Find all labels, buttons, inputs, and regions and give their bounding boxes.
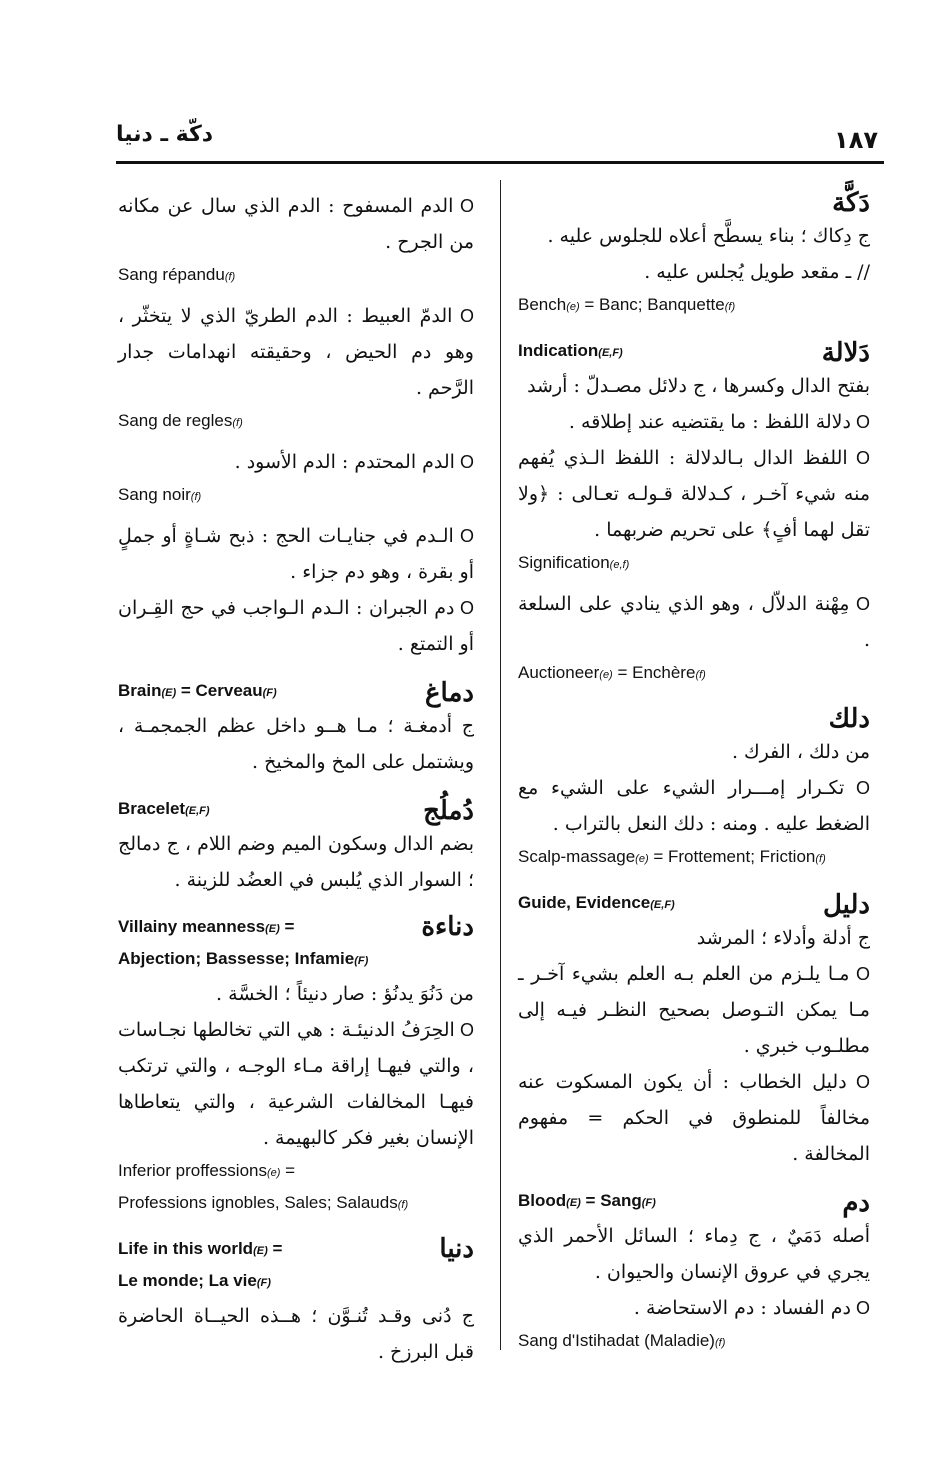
page-header: [116, 118, 884, 164]
entry-dalil: [518, 888, 870, 1172]
dam-cont-translation-1: Sang répandu(f): [118, 265, 236, 284]
headword-dunya: دنيا: [439, 1234, 474, 1264]
headword-danaa: دناءة: [421, 912, 474, 942]
dalil-def-2: O مـا يلـزم من العلم بـه العلم بشيء آخـر ـ مـا يمكن التـوصل بصحيح النظـر فيـه إلى مطلـوب خبري .: [518, 956, 870, 1064]
entry-dam-continued: [118, 188, 474, 662]
dunya-def-1: ج دُنى وقـد تُنـوَّن ؛ هــذه الحيــاة الحاضرة قبل البرزخ .: [118, 1305, 474, 1363]
page-number: ١٨٧: [834, 126, 878, 154]
dakka-def-2: // ـ مقعد طويل يُجلس عليه .: [644, 261, 870, 283]
dunya-english: Life in this world(E) = Le monde; La vie(F): [118, 1239, 283, 1290]
dam-cont-def-3: O الدم المحتدم : الدم الأسود .: [118, 444, 474, 480]
dumluj-english: Bracelet(E,F): [118, 799, 210, 818]
headword-dam: دم: [842, 1188, 870, 1218]
dalil-english: Guide, Evidence(E,F): [518, 893, 675, 912]
dam-translation: Sang d'Istihadat (Maladie)(f): [518, 1331, 726, 1350]
header-rule: [116, 161, 884, 164]
dalala-def-3: O اللفظ الدال بـالدلالة : اللفظ الـذي يُفهم منه شيء آخـر ، كـدلالة قـولـه تعـالى : ﴿ولا تقل لهما أفٍ﴾ على تحريم ضربهما .: [518, 440, 870, 548]
headword-dumluj: دُملُج: [423, 796, 474, 826]
dalala-translation-2: Auctioneer(e) = Enchère(f): [518, 663, 706, 682]
headword-dalala: دَلالة: [821, 338, 870, 368]
danaa-english: Villainy meanness(E) = Abjection; Bassesse; Infamie(F): [118, 917, 369, 968]
entry-dunya: [118, 1234, 474, 1370]
headword-dakka: دَكَّة: [832, 188, 870, 218]
dam-cont-def-4: O الـدم في جنايـات الحج : ذبح شـاةٍ أو جملٍ أو بقرة ، وهو دم جزاء .: [118, 518, 474, 590]
dalala-def-2: O دلالة اللفظ : ما يقتضيه عند إطلاقه .: [518, 404, 870, 440]
dam-def-1: أصله دَمَيٌ ، ج دِماء ؛ السائل الأحمر الذي يجري في عروق الإنسان والحيوان .: [518, 1225, 870, 1283]
dam-cont-translation-3: Sang noir(f): [118, 485, 202, 504]
dam-def-2: O دم الفساد : دم الاستحاضة .: [518, 1290, 870, 1326]
dalil-def-1: ج أدلة وأدلاء ؛ المرشد: [696, 927, 870, 949]
left-column: [118, 188, 474, 1370]
entry-dumluj: [118, 794, 474, 898]
running-head: دكّة ـ دنيا: [116, 122, 214, 147]
danaa-def-2: O الحِرَفُ الدنيئـة : هي التي تخالطها نجـاسات ، والتي فيهـا إراقة مـاء الوجـه ، والتي ترتكب فيهـا المخالفات الشرعية ، والتي يتعاطاها الإنسان بغير فكر كالبهيمة .: [118, 1012, 474, 1156]
dakka-def-1: ج دِكاك ؛ بناء يسطَّح أعلاه للجلوس عليه .: [547, 225, 870, 247]
entry-dalk: [518, 704, 870, 874]
dam-cont-translation-2: Sang de regles(f): [118, 411, 243, 430]
dalil-def-3: O دليل الخطاب : أن يكون المسكوت عنه مخالفاً للمنطوق في الحكم = مفهوم المخالفة .: [518, 1064, 870, 1172]
right-column: [518, 188, 870, 1364]
dalala-english: Indication(E,F): [518, 341, 623, 360]
entry-dam: [518, 1186, 870, 1358]
entry-dimagh: [118, 676, 474, 780]
dam-cont-def-2: O الدمّ العبيط : الدم الطريّ الذي لا يتخثّر ، وهو دم الحيض ، وحقيقته انهدامات جدار الرَّحم .: [118, 298, 474, 406]
entry-dalala: [518, 336, 870, 690]
dalk-def-1: من دلك ، الفرك .: [731, 741, 870, 763]
headword-dalil: دليل: [822, 890, 870, 920]
dumluj-def-1: بضم الدال وسكون الميم وضم اللام ، ج دمالج ؛ السوار الذي يُلبس في العضُد للزينة .: [118, 833, 474, 891]
dimagh-def-1: ج أدمغـة ؛ مـا هــو داخل عظم الجمجمـة ، ويشتمل على المخ والمخيخ .: [118, 715, 474, 773]
dam-cont-def-1: O الدم المسفوح : الدم الذي سال عن مكانه من الجرح .: [118, 188, 474, 260]
dalala-translation-1: Signification(e,f): [518, 553, 630, 572]
column-divider: [500, 180, 501, 1350]
entry-dakka: [518, 188, 870, 322]
dalk-def-2: O تكـرار إمـــرار الشيء على الشيء مع الضغط عليه . ومنه : دلك النعل بالتراب .: [518, 770, 870, 842]
entry-danaa: [118, 912, 474, 1220]
dalala-def-1: بفتح الدال وكسرها ، ج دلائل مصـدلّ : أرشد: [527, 375, 870, 397]
dakka-translation: Bench(e) = Banc; Banquette(f): [518, 295, 736, 314]
danaa-def-1: من دَنُوَ يدنُؤ : صار دنيئاً ؛ الخسَّة .: [216, 983, 474, 1005]
headword-dalk: دلك: [828, 704, 870, 734]
dalk-translation: Scalp-massage(e) = Frottement; Friction(f): [518, 847, 826, 866]
danaa-translation: Inferior proffessions(e) = Professions ignobles, Sales; Salauds(f): [118, 1161, 409, 1212]
headword-dimagh: دماغ: [425, 678, 474, 708]
dam-english: Blood(E) = Sang(F): [518, 1191, 656, 1210]
dimagh-english: Brain(E) = Cerveau(F): [118, 681, 277, 700]
dam-cont-def-5: O دم الجبران : الـدم الـواجب في حج القِـران أو التمتع .: [118, 590, 474, 662]
dalala-def-4: O مِهْنة الدلاّل ، وهو الذي ينادي على السلعة .: [518, 586, 870, 658]
